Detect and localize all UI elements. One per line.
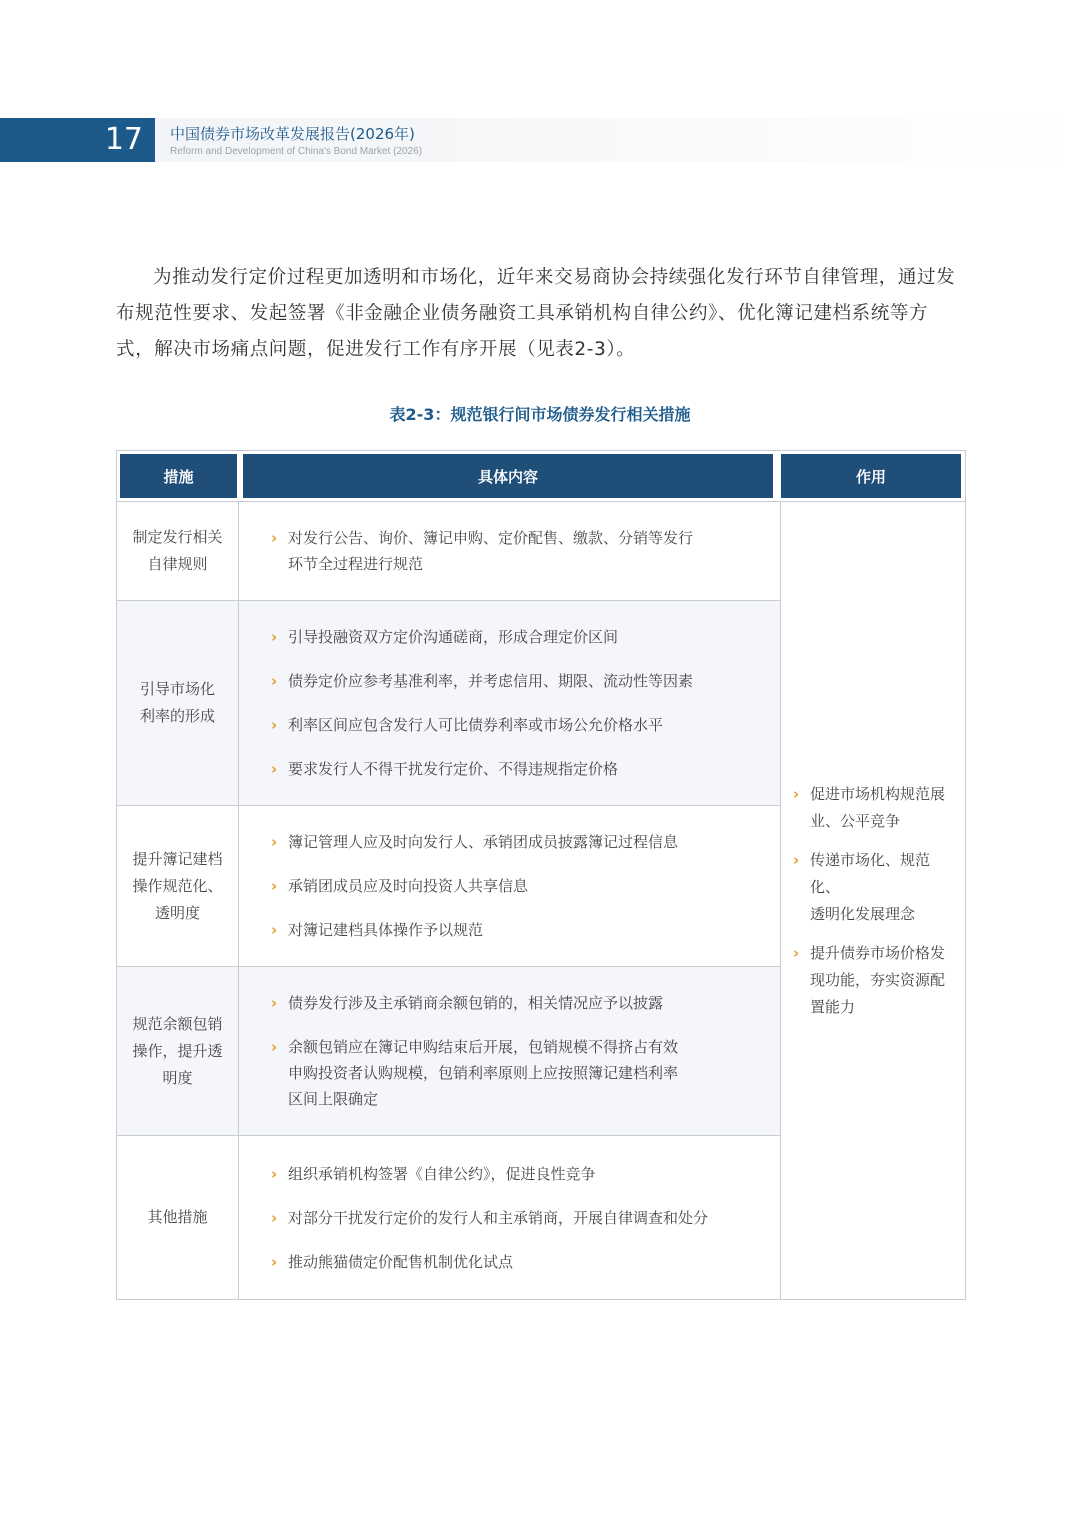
report-subtitle: Reform and Development of China's Bond Market (2026) (170, 146, 423, 157)
list-item (271, 624, 760, 650)
list-item (271, 525, 760, 577)
report-title: 中国债券市场改革发展报告(2026年) (170, 125, 415, 143)
item-text-line: 利率区间应包含发行人可比债券利率或市场公允价格水平 (288, 716, 664, 734)
chevron-right-icon: › (271, 1252, 278, 1271)
item-text-line: 区间上限确定 (288, 1090, 379, 1108)
measure-text-line: 其他措施 (147, 1208, 208, 1226)
measure-text-line: 明度 (162, 1068, 193, 1087)
table-row (117, 1136, 780, 1299)
item-text-line: 簿记管理人应及时向发行人、承销团成员披露簿记过程信息 (288, 833, 679, 851)
table-row (117, 601, 780, 806)
item-text-line: 组织承销机构签署《自律公约》，促进良性竞争 (288, 1164, 596, 1183)
list-item (271, 756, 760, 782)
item-text-line: 现功能，夯实资源配 (810, 970, 946, 989)
measure-text-line: 利率的形成 (139, 707, 215, 725)
measures-table (116, 450, 966, 1300)
item-text-line: 透明化发展理念 (810, 904, 916, 923)
item-text-line: 环节全过程进行规范 (288, 555, 424, 573)
chevron-right-icon: › (271, 529, 278, 547)
measure-text-line: 透明度 (154, 903, 200, 922)
list-item (271, 1205, 760, 1231)
table-body (117, 501, 965, 1299)
content-cell (239, 601, 780, 805)
content-cell (239, 502, 780, 600)
item-text-line: 提升债券市场价格发 (810, 943, 946, 962)
item-text-line: 推动熊猫债定价配售机制优化试点 (288, 1252, 514, 1271)
chevron-right-icon: › (271, 672, 278, 690)
item-text-line: 促进市场机构规范展 (810, 784, 946, 803)
measure-text-line: 提升簿记建档 (132, 849, 223, 868)
list-item (271, 917, 760, 943)
content-cell (239, 967, 780, 1135)
item-text-line: 对发行公告、询价、簿记申购、定价配售、缴款、分销等发行 (288, 529, 694, 547)
header-effect: 作用 (781, 454, 961, 498)
measure-text-line: 规范余额包销 (132, 1014, 223, 1033)
chevron-right-icon: › (271, 1208, 278, 1227)
list-item (793, 847, 957, 928)
list-item (271, 1249, 760, 1275)
table-caption: 表2-3：规范银行间市场债券发行相关措施 (389, 405, 691, 424)
page-number-box (0, 118, 155, 162)
header-measure: 措施 (120, 454, 237, 498)
measure-text-line: 制定发行相关 (132, 528, 223, 546)
measure-cell (117, 502, 239, 600)
measure-cell (117, 1136, 239, 1299)
chevron-right-icon: › (271, 1038, 278, 1056)
item-text-line: 余额包销应在簿记申购结束后开展，包销规模不得挤占有效 (288, 1038, 679, 1056)
measure-text-line: 操作，提升透 (132, 1041, 223, 1060)
item-text-line: 传递市场化、规范化、 (810, 850, 931, 896)
list-item (271, 990, 760, 1016)
item-text-line: 承销团成员应及时向投资人共享信息 (288, 877, 529, 895)
list-item (271, 712, 760, 738)
chevron-right-icon: › (271, 1164, 278, 1183)
list-item (793, 781, 957, 835)
item-text-line: 要求发行人不得干扰发行定价、不得违规指定价格 (288, 760, 619, 778)
item-text-line: 对簿记建档具体操作予以规范 (288, 921, 484, 939)
chevron-right-icon: › (271, 994, 278, 1012)
measure-cell (117, 967, 239, 1135)
chevron-right-icon: › (271, 921, 278, 939)
measure-text-line: 自律规则 (147, 555, 208, 573)
table-rows (117, 502, 780, 1299)
item-text-line: 对部分干扰发行定价的发行人和主承销商，开展自律调查和处分 (288, 1208, 709, 1227)
table-row (117, 806, 780, 967)
list-item (271, 1034, 760, 1112)
measure-text-line: 引导市场化 (139, 680, 215, 698)
item-text-line: 业、公平竞争 (810, 811, 901, 830)
measure-cell (117, 601, 239, 805)
list-item (271, 829, 760, 855)
item-text-line: 置能力 (810, 997, 856, 1016)
list-item (271, 1161, 760, 1187)
list-item (793, 940, 957, 1021)
chevron-right-icon: › (271, 716, 278, 734)
item-text-line: 债券定价应参考基准利率，并考虑信用、期限、流动性等因素 (288, 672, 694, 690)
page-number: 17 (104, 122, 143, 157)
content-cell (239, 1136, 780, 1299)
chevron-right-icon: › (793, 850, 800, 869)
table-row (117, 502, 780, 601)
chevron-right-icon: › (271, 877, 278, 895)
chevron-right-icon: › (271, 760, 278, 778)
measure-text-line: 操作规范化、 (132, 876, 223, 895)
chevron-right-icon: › (271, 833, 278, 851)
list-item (271, 668, 760, 694)
header-content: 具体内容 (243, 454, 773, 498)
table-header (117, 451, 965, 501)
item-text-line: 申购投资者认购规模，包销利率原则上应按照簿记建档利率 (288, 1064, 679, 1082)
content-cell (239, 806, 780, 966)
chevron-right-icon: › (271, 628, 278, 646)
effect-cell (780, 502, 965, 1299)
table-row (117, 967, 780, 1136)
intro-paragraph: 为推动发行定价过程更加透明和市场化，近年来交易商协会持续强化发行环节自律管理，通过发布规范性要求、发起签署《非金融企业债务融资工具承销机构自律公约》、优化簿记建档系统等方式，解决市场痛点问题，促进发行工作有序开展（见表2-3）。 (116, 267, 956, 360)
measure-cell (117, 806, 239, 966)
header-band (0, 118, 1080, 162)
chevron-right-icon: › (793, 943, 800, 962)
list-item (271, 873, 760, 899)
chevron-right-icon: › (793, 784, 800, 803)
item-text-line: 引导投融资双方定价沟通磋商，形成合理定价区间 (288, 628, 619, 646)
item-text-line: 债券发行涉及主承销商余额包销的，相关情况应予以披露 (288, 994, 664, 1012)
